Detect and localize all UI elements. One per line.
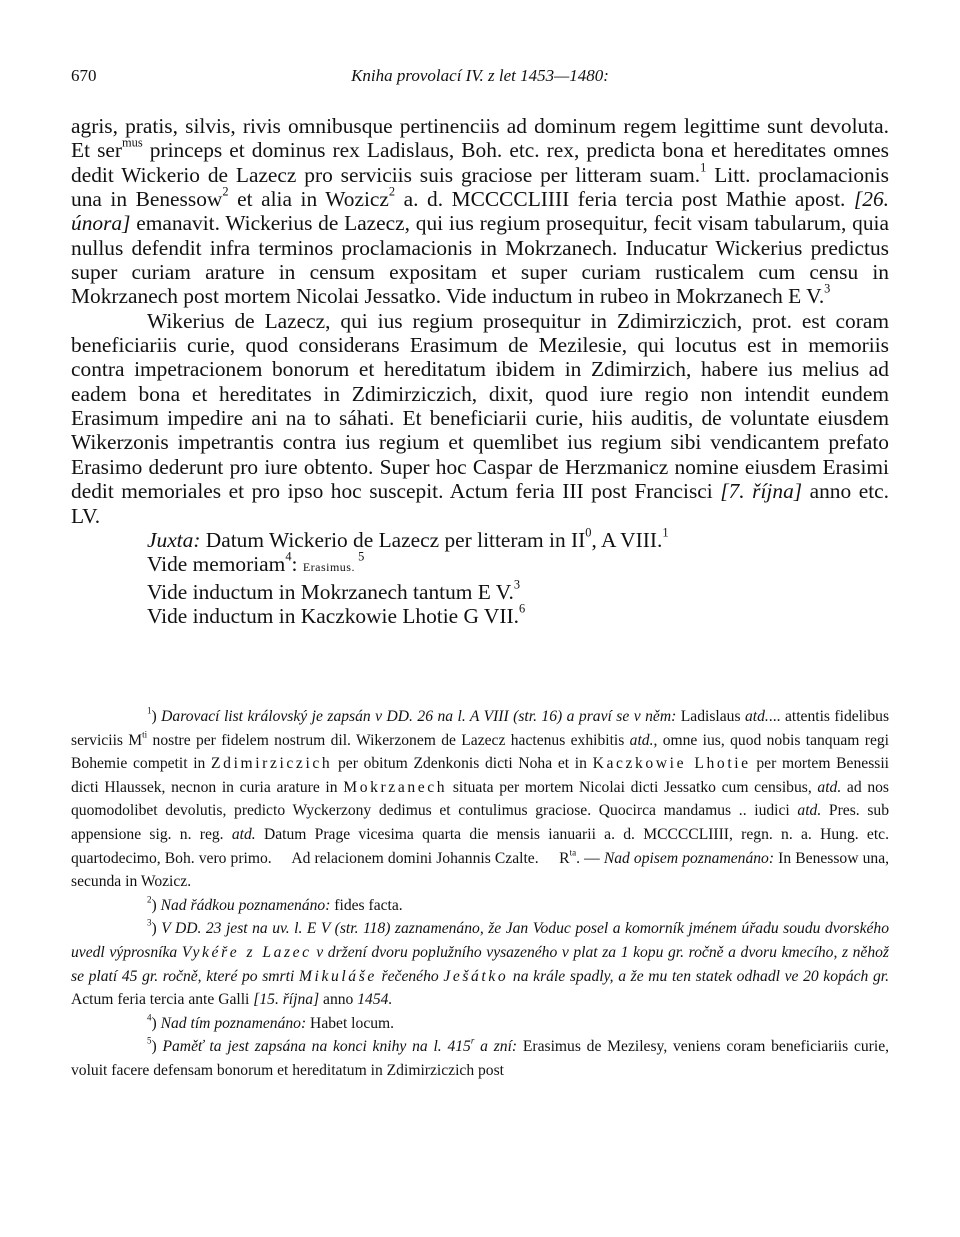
- main-text: [71, 114, 889, 628]
- footnote-3: $^3$) V DD. 23 jest na uv. l. E V (str. 118) zaznamenáno, že Jan Voduc posel a komorník jménem úřadu soudu dvorského uvedl výprosníka Vykéře z Lazec v držení dvoru poplužního vysazeného v plat za 1 kopu gr. ročně a dvoru kmecího, z něhož se platí 45 gr. ročně, které po smrti Mikuláše řečeného Ješátko na krále spadly, a že mu ten statek odhadl ve 20 kopách gr. Actum feria tercia ante Galli [15. října] anno 1454.: [71, 917, 890, 1009]
- reference-memoriam: Vide memoriam$^4$: Erasimus. $^5$: [147, 549, 365, 577]
- footnote-2: $^2$) Nad řádkou poznamenáno: fides facta.: [147, 894, 403, 914]
- editor-date: [7. října]: [720, 479, 803, 504]
- footnote-mark: 4: [147, 1012, 152, 1023]
- footnote-1: $^1$) Darovací list královský je zapsán v DD. 26 na l. A VIII (str. 16) a praví se v něm: Ladislaus atd.... attentis fidelibus serviciis $M^{ti}$ nostre per fidelem nostrum dil. Wikerzonem de Lazecz hactenus exhibitis atd., omne ius, quod nobis tanquam regi Bohemie competit in Zdimirziczich per obitum Zdenkonis dicti Noha et in Kaczkowie Lhotie per mortem Benessii dicti Hlaussek, necnon in curia arature in Mokrzanech situata per mortem Nicolai dicti Jessatko cum censibus, atd. ad nos quomodolibet devolutis, predicto Wyckerzony dedimus et contulimus graciose. Quocirca mandamus .. iudici atd. Pres. sub appensione sig. n. reg. atd. Datum Prage vicesima quarta die mensis ianuarii a. d. MCCCCLIIII, regn. n. a. Hung. etc. quartodecimo, Boh. vero primo. Ad relacionem domini Johannis Czalte. $R^{ta}$. — Nad opisem poznamenáno: In Benessow una, secunda in Wozicz.: [71, 705, 893, 891]
- footnote-ref: 3: [513, 576, 521, 591]
- paragraph-1: agris, pratis, silvis, rivis omnibusque pertinenciis ad dominum regem legittime sunt devoluta. Et ser$^{mus}$ princeps et dominus rex Ladislaus, Boh. etc. rex, predicta bona et hereditates omnes dedit Wickerio de Lazecz pro serviciis suis graciose per litteram suam.$^1$ Litt. proclamacionis una in Benessow$^2$ et alia in Wozicz$^2$ a. d. MCCCCLIIII feria tercia post Mathie apost. [26. února] emanavit. Wickerius de Lazecz, qui ius regium prosequitur, fecit visam tabularum, quia nullus defendit infra terminos proclamacionis in Mokrzanech. Inducatur Wickerius predictus super curiam arature in censum expositam et super curiam rusticalem cum censu in Mokrzanech post mortem Nicolai Jessatko. Vide inductum in rubeo in Mokrzanech E V.$^3$: [71, 114, 889, 309]
- footnote-ref: 2: [388, 184, 396, 199]
- footnote-ref: 5: [354, 549, 365, 564]
- footnote-mark: 1: [147, 705, 152, 716]
- page-number: 670: [71, 66, 97, 85]
- footnote-ref: 6: [518, 601, 526, 616]
- paragraph-2: Wikerius de Lazecz, qui ius regium prosequitur in Zdimirziczich, prot. est coram beneficiariis curie, quod considerans Erasimum de Mezilesie, qui locutus est in memoriis contra impetracionem bonorum et hereditatum ibidem in Zdimirzich, habere ius melius ad eadem bona et hereditates in Zdimirziczich, dixit, quod iure regio non intendit eundem Erasimum impedire ani na to sáhati. Et beneficiarii curie, hiis auditis, de voluntate eiusdem Wikerzonis impetrantis contra ius regium et quemlibet ius regium sibi vendicantem prefato Erasimo dederunt pro iure obtento. Super hoc Caspar de Herzmanicz nomine eiusdem Erasimi dedit memoriales et pro ipso hoc suscepit. Actum feria III post Francisci [7. října] anno etc. LV.: [71, 308, 890, 528]
- footnote-mark: 3: [147, 917, 152, 928]
- footnote-ref: 4: [285, 549, 292, 564]
- footnote-ref: 1: [700, 160, 707, 175]
- footnote-mark: 5: [147, 1035, 152, 1046]
- footnote-5: $^5$) Paměť ta jest zapsána na konci knihy na l. 415$^r$ a zní: Erasimus de Mezilesy, veniens coram beneficiariis curie, voluit facere defensam bonorum et hereditatum in Zdimirziczich post: [71, 1035, 890, 1079]
- reference-juxta: Juxta: Datum Wickerio de Lazecz per litteram in $II^0$, A VIII.$^1$: [147, 525, 669, 552]
- footnote-ref: 2: [222, 184, 229, 199]
- running-title: Kniha provolací IV. z let 1453—1480:: [351, 66, 609, 85]
- reference-mokrzanech: Vide inductum in Mokrzanech tantum E V.$^3$: [147, 576, 521, 604]
- footnote-mark: 2: [147, 894, 152, 905]
- footnote-4: $^4$) Nad tím poznamenáno: Habet locum.: [147, 1012, 395, 1032]
- footnote-ref: 3: [824, 281, 831, 296]
- reference-kaczkowie: Vide inductum in Kaczkowie Lhotie G VII.$^6$: [147, 601, 526, 628]
- footnotes: [71, 705, 893, 1083]
- editor-date: [26. února]: [71, 187, 889, 236]
- footnote-ref: 1: [662, 525, 669, 540]
- page-header: [71, 66, 889, 90]
